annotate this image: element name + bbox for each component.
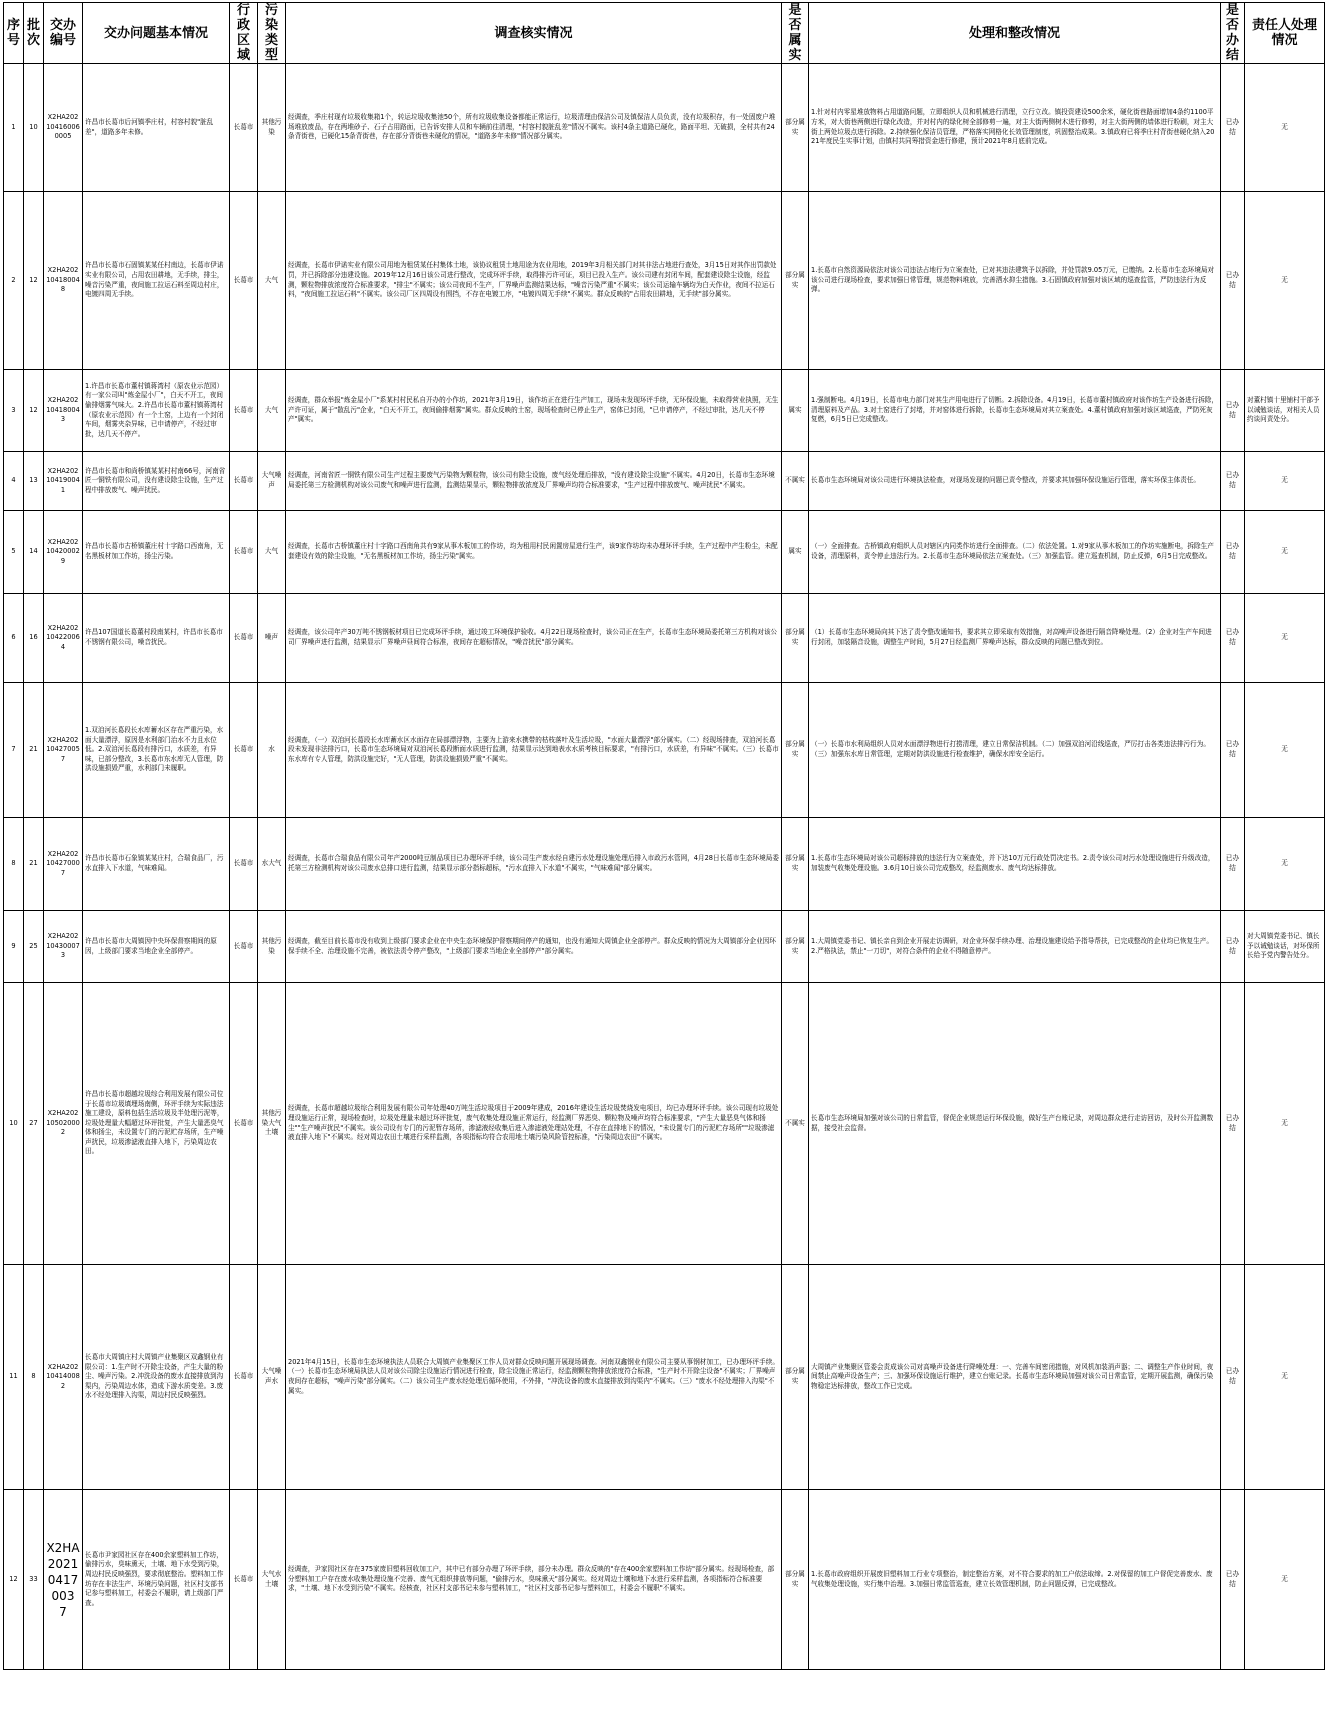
cell-problem: 许昌107国道长葛董村段南某村，许昌市长葛市不锈钢有限公司，噪音扰民。: [83, 594, 230, 683]
cell-problem: 许昌市长葛市和尚桥镇某某村村南66号，河南省匠一铜铁有限公司，没有建设除尘设施，生产过程中排放废气、噪声扰民。: [83, 452, 230, 511]
cell-done: 已办结: [1221, 1490, 1245, 1670]
cell-code: X2HA20210418004 8: [44, 192, 83, 370]
cell-investigation: 经调查，该公司年产30万吨不锈钢板材项目已完成环评手续，通过竣工环境保护验收。4月22日现场检查时，该公司正在生产，长葛市生态环境局委托第三方机构对该公司厂界噪声进行监测，结果显示厂界噪声昼间符合标准，夜间存在超标情况，"噪音扰民"部分属实。: [286, 594, 782, 683]
cell-code: X2HA20210418004 3: [44, 370, 83, 452]
cell-done: 已办结: [1221, 192, 1245, 370]
table-row: [4, 452, 1325, 511]
cell-done: 已办结: [1221, 511, 1245, 594]
header-row: [4, 3, 1325, 64]
table-row: [4, 594, 1325, 683]
cell-code: X2HA20210414008 2: [44, 1265, 83, 1490]
cell-accountability: 无: [1245, 1265, 1325, 1490]
table-row: [4, 683, 1325, 818]
cell-problem: 许昌市长葛市石象镇某某庄村，合瑞食品厂，污水直排入下水道，气味难闻。: [83, 818, 230, 911]
header-batch: 批次: [24, 3, 44, 64]
cell-code: X2HA20210422006 4: [44, 594, 83, 683]
cell-investigation: 2021年4月15日，长葛市生态环境执法人员联合大周镇产业集聚区工作人员对群众反映问题开展现场调查。河南双鑫钢业有限公司主要从事钢材加工，已办理环评手续。（一）长葛市生态环境局执法人员对该公司除尘设施运行情况进行检查，除尘设施正常运行，经监测颗粒物排放浓度符合标准，"生产时不开除尘设备"不属实；厂界噪声夜间存在超标，"噪声污染"部分属实。（二）该公司生产废水经处理后循环使用，不外排，"冲洗设备的废水直接排放到沟渠内"不属实。（三）"废水不经处理排入沟渠"不属实。: [286, 1265, 782, 1490]
cell-region: 长葛市: [230, 64, 258, 192]
cell-pollution: 大气噪声: [258, 452, 286, 511]
cell-seq: 9: [4, 911, 24, 983]
cell-accountability: 无: [1245, 452, 1325, 511]
cell-batch: 12: [24, 370, 44, 452]
cell-code: X2HA20210416006 0005: [44, 64, 83, 192]
cell-verified: 部分属实: [782, 1490, 809, 1670]
cell-batch: 27: [24, 983, 44, 1265]
cell-seq: 5: [4, 511, 24, 594]
cell-batch: 10: [24, 64, 44, 192]
cell-region: 长葛市: [230, 683, 258, 818]
cell-accountability: 无: [1245, 64, 1325, 192]
header-problem: 交办问题基本情况: [83, 3, 230, 64]
cell-handling: 1.针对村内零星堆放物料占用道路问题，立即组织人员和机械进行清理，立行立改。镇投资建设500余米，硬化街巷路面增加4条约1100平方米，对大街巷两侧进行绿化改造，并对村内的绿化树全部修剪一遍，对主大街两侧树木进行修剪，对主大街两侧的墙体进行粉刷，对主大街上两处垃圾点进行拆除。2.持续强化保洁员管理，严格落实网格化长效管理制度，巩固整治成果。3.镇政府已将季庄村背街巷硬化纳入2021年度民生实事计划，由镇村共同筹措资金进行修建，预计2021年8月底前完成。: [809, 64, 1221, 192]
cell-done: 已办结: [1221, 983, 1245, 1265]
header-handling: 处理和整改情况: [809, 3, 1221, 64]
cell-investigation: 经调查，季庄村现有垃圾收集箱1个，转运垃圾收集池50个，所有垃圾收集设备都能正常运行，垃圾清理由保洁公司及镇保洁人员负责，没有垃圾积存，有一处固废户堆场堆放废品，存在两堆砂子、石子占用路面，已告诉安排人员和车辆前往清理，"村容村貌脏乱差"情况不属实。该村4条主道路已硬化，路面平坦、无破损，全村共有24条背街巷，已硬化15条背街巷，存在部分背街巷未硬化的情况，"道路多年未修"情况部分属实。: [286, 64, 782, 192]
cell-batch: 21: [24, 818, 44, 911]
cell-region: 长葛市: [230, 452, 258, 511]
header-pollution: 污染类型: [258, 3, 286, 64]
cell-pollution: 大气: [258, 511, 286, 594]
cell-handling: （1）长葛市生态环境局向其下达了责令整改通知书，要求其立即采取有效措施，对高噪声设备进行隔音降噪处理。（2）企业对生产车间进行封闭，加装隔音设施，调整生产时间，5月27日经监测厂界噪声达标，群众反映的问题已整改到位。: [809, 594, 1221, 683]
cell-handling: 大周镇产业集聚区管委会责成该公司对高噪声设备进行降噪处理：一、完善车间密闭措施，对风机加装消声器；二、调整生产作业时间，夜间禁止高噪声设备生产；三、加强环保设施运行维护，建立台账记录。长葛市生态环境局加强对该公司日常监管，定期开展监测，确保污染物稳定达标排放，整改工作已完成。: [809, 1265, 1221, 1490]
cell-pollution: 噪声: [258, 594, 286, 683]
cell-handling: 长葛市生态环境局加强对该公司的日常监管，督促企业规范运行环保设施，做好生产台账记录，对周边群众进行走访回访，及时公开监测数据，接受社会监督。: [809, 983, 1221, 1265]
header-verified: 是否属实: [782, 3, 809, 64]
cell-handling: 1.强制断电。4月19日，长葛市电力部门对其生产用电进行了切断。2.拆除设备。4月19日，长葛市董村镇政府对该作坊生产设备进行拆除，清理原料及产品。3.对土窑进行了封堵，并对窑体进行拆除，长葛市生态环境局对其立案查处。4.董村镇政府加强对该区域巡查，严防死灰复燃，6月5日已完成整改。: [809, 370, 1221, 452]
cell-code: X2HA20210502000 2: [44, 983, 83, 1265]
cell-code: X2HA20210427005 7: [44, 683, 83, 818]
cell-pollution: 水: [258, 683, 286, 818]
cell-verified: 不属实: [782, 452, 809, 511]
cell-accountability: 无: [1245, 594, 1325, 683]
cell-done: 已办结: [1221, 911, 1245, 983]
cell-handling: （一）长葛市水利局组织人员对水面漂浮物进行打捞清理，建立日常保洁机制。（二）加强双洎河沿线巡查，严厉打击各类违法排污行为。（三）加强东水库日常管理，定期对防洪设施进行检查维护，确保水库安全运行。: [809, 683, 1221, 818]
cell-problem: 长葛市尹家园社区存在400余家塑料加工作坊，偷排污水，臭味熏天，土壤、地下水受到污染，周边村民反映强烈，要求彻底整治。塑料加工作坊存在非法生产、环境污染问题，社区村支部书记参与塑料加工，村委会不履职，请上级部门严查。: [83, 1490, 230, 1670]
cell-verified: 属实: [782, 511, 809, 594]
cell-handling: 长葛市生态环境局对该公司进行环境执法检查，对现场发现的问题已责令整改，并要求其加强环保设施运行管理，落实环保主体责任。: [809, 452, 1221, 511]
cell-verified: 部分属实: [782, 1265, 809, 1490]
cell-code: X2HA20210430007 3: [44, 911, 83, 983]
cell-accountability: 无: [1245, 511, 1325, 594]
cell-investigation: 经调查，长葛市伊诺实业有限公司用地为租赁某任村集体土地，该协议租赁土地用途为农业用地，2019年3月相关部门对其非法占地进行查处，3月15日对其作出罚款处罚，并已拆除部分违建设施。2019年12月16日该公司进行整改，完成环评手续，取得排污许可证，项目已投入生产。该公司建有封闭车间，配套建设除尘设施，经监测，颗粒物排放浓度符合标准要求，"排尘"不属实；该公司夜间不生产，厂界噪声监测结果达标，"噪音污染严重"不属实；该公司运输车辆均为白天作业，夜间不拉运石料，"夜间施工拉运石料"不属实。该公司厂区四周设有围挡，不存在电镀工序，"电镀四周无手续"不属实。群众反映的"占用农田耕地，无手续"部分属实。: [286, 192, 782, 370]
cell-accountability: 无: [1245, 1490, 1325, 1670]
cell-problem: 许昌市长葛市后河镇季庄村，村容村貌"脏乱差"，道路多年未修。: [83, 64, 230, 192]
table-row: [4, 818, 1325, 911]
cell-problem: 长葛市大周镇庄村大周镇产业集聚区双鑫钢业有限公司：1.生产时不开除尘设备，产生大量的粉尘、噪声污染。2.冲洗设备的废水直接排放到沟渠内，污染周边水体，造成下游水质变差。3.废水不经处理排入沟渠，周边村民反映强烈。: [83, 1265, 230, 1490]
cell-accountability: 对董村镇十里铺村干部予以诫勉谈话，对相关人员约谈问责处分。: [1245, 370, 1325, 452]
cell-batch: 33: [24, 1490, 44, 1670]
cell-seq: 8: [4, 818, 24, 911]
table-row: [4, 192, 1325, 370]
header-investigation: 调查核实情况: [286, 3, 782, 64]
cell-seq: 6: [4, 594, 24, 683]
cell-seq: 11: [4, 1265, 24, 1490]
cell-problem: 许昌市长葛市古桥镇董庄村十字路口西南角，无名黑板材加工作坊，扬尘污染。: [83, 511, 230, 594]
cell-done: 已办结: [1221, 683, 1245, 818]
cell-batch: 21: [24, 683, 44, 818]
cell-batch: 13: [24, 452, 44, 511]
cell-verified: 部分属实: [782, 683, 809, 818]
cell-region: 长葛市: [230, 1490, 258, 1670]
cell-investigation: 经调查，长葛市古桥镇董庄村十字路口西南角共有9家从事木板加工的作坊，均为租用村民闲置房屋进行生产，该9家作坊均未办理环评手续，生产过程中产生粉尘，未配套建设有效的除尘设施，"无名黑板材加工作坊，扬尘污染"属实。: [286, 511, 782, 594]
cell-verified: 部分属实: [782, 594, 809, 683]
cell-problem: 许昌市长葛市超越垃圾综合利用发展有限公司位于长葛市垃圾填埋场南侧，环评手续为实际违法施工建设，原料包括生活垃圾及半处理污泥等，垃圾处理量大幅超过环评批复，产生大量恶臭气体和扬尘，未设置专门的污泥贮存场所，生产噪声扰民，垃圾渗滤液直排入地下，污染周边农田。: [83, 983, 230, 1265]
table-row: [4, 1265, 1325, 1490]
cell-seq: 7: [4, 683, 24, 818]
cell-pollution: 大气水土壤: [258, 1490, 286, 1670]
cell-pollution: 其他污染: [258, 64, 286, 192]
cell-verified: 部分属实: [782, 818, 809, 911]
header-code: 交办编号: [44, 3, 83, 64]
cell-done: 已办结: [1221, 370, 1245, 452]
cell-batch: 25: [24, 911, 44, 983]
table-row: [4, 370, 1325, 452]
cell-pollution: 大气: [258, 192, 286, 370]
cell-batch: 16: [24, 594, 44, 683]
cell-verified: 部分属实: [782, 911, 809, 983]
cell-verified: 部分属实: [782, 192, 809, 370]
cell-verified: 部分属实: [782, 64, 809, 192]
cell-region: 长葛市: [230, 511, 258, 594]
cell-investigation: 经调查，尹家园社区存在375家废旧塑料回收加工户，其中已有部分办理了环评手续，部分未办理。群众反映的"存在400余家塑料加工作坊"部分属实。经现场检查，部分塑料加工户存在废水收集处理设施不完善、废气无组织排放等问题，"偷排污水，臭味熏天"部分属实。经对周边土壤和地下水进行采样监测，各项指标符合标准要求，"土壤、地下水受到污染"不属实。经核查，社区村支部书记未参与塑料加工，"社区村支部书记参与塑料加工，村委会不履职"不属实。: [286, 1490, 782, 1670]
cell-batch: 8: [24, 1265, 44, 1490]
cell-investigation: 经调查，长葛市合瑞食品有限公司年产2000吨豆制品项目已办理环评手续，该公司生产废水经自建污水处理设施处理后排入市政污水管网，4月28日长葛市生态环境局委托第三方检测机构对该公司废水总排口进行监测，结果显示部分指标超标，"污水直排入下水道"不属实，"气味难闻"部分属实。: [286, 818, 782, 911]
cell-problem: 1.双洎河长葛段长水库蓄水区存在严重污染，水面大量漂浮，原因是水利部门治水不力且水位低。2.双洎河长葛段有排污口，水质差，有异味，已部分整改，3.长葛市东水库无人管理，防洪设施损毁严重，水利部门未履职。: [83, 683, 230, 818]
cell-investigation: 经调查，长葛市超越垃圾综合利用发展有限公司年处理40万吨生活垃圾项目于2009年建成，2016年建设生活垃圾焚烧发电项目，均已办理环评手续。该公司现有垃圾处理设施运行正常，现场检查时，垃圾处理量未超过环评批复，废气收集处理设施正常运行，经监测厂界恶臭、颗粒物及噪声均符合标准要求，"产生大量恶臭气体和扬尘""生产噪声扰民"不属实。该公司设有专门的污泥暂存场所，渗滤液经收集后进入渗滤液处理站处理，不存在直排地下的情况，"未设置专门的污泥贮存场所""垃圾渗滤液直排入地下"不属实。经对周边农田土壤进行采样监测，各项指标均符合农用地土壤污染风险管控标准，"污染周边农田"不属实。: [286, 983, 782, 1265]
cell-region: 长葛市: [230, 1265, 258, 1490]
cell-batch: 12: [24, 192, 44, 370]
cell-handling: 1.长葛市自然资源局依法对该公司违法占地行为立案查处，已对其违法建筑予以拆除，并处罚款9.05万元，已缴纳。2.长葛市生态环境局对该公司进行现场检查，要求加强日常管理，规范物料堆放，完善洒水抑尘措施。3.石固镇政府加强对该区域的巡查监管，严防违法行为反弹。: [809, 192, 1221, 370]
cell-seq: 1: [4, 64, 24, 192]
cell-investigation: 经调查，群众举报"炼金屋小厂"系某村村民私自开办的小作坊，2021年3月19日，该作坊正在进行生产加工，现场未发现环评手续，无环保设施，未取得营业执照，无生产许可证，属于"散乱污"企业，"白天不开工，夜间偷排烟雾"属实。群众反映的土窑，现场检查时已停止生产，窑体已封闭，"已申请停产，不经过审批，达几天不停产"属实。: [286, 370, 782, 452]
cell-investigation: 经调查，截至目前长葛市没有收到上级部门要求企业在中央生态环境保护督察期间停产的通知，也没有通知大周镇企业全部停产。群众反映的情况为大周镇部分企业因环保手续不全、治理设施不完善，被依法责令停产整改，"上级部门要求当地企业全部停产"部分属实。: [286, 911, 782, 983]
cell-done: 已办结: [1221, 594, 1245, 683]
cell-verified: 不属实: [782, 983, 809, 1265]
cell-done: 已办结: [1221, 64, 1245, 192]
header-region: 行政区域: [230, 3, 258, 64]
cell-region: 长葛市: [230, 594, 258, 683]
cell-seq: 10: [4, 983, 24, 1265]
cell-code: X2HA20210420002 9: [44, 511, 83, 594]
cell-pollution: 水大气: [258, 818, 286, 911]
cell-accountability: 无: [1245, 983, 1325, 1265]
cell-handling: （一）全面排查。古桥镇政府组织人员对辖区内同类作坊进行全面排查。（二）依法处置。1.对9家从事木板加工的作坊实施断电，拆除生产设备，清理原料，责令停止违法行为。2.长葛市生态环境局依法立案查处。（三）加强监管。建立巡查机制，防止反弹，6月5日完成整改。: [809, 511, 1221, 594]
cell-seq: 2: [4, 192, 24, 370]
cell-done: 已办结: [1221, 1265, 1245, 1490]
table-row: [4, 511, 1325, 594]
cell-handling: 1.长葛市生态环境局对该公司超标排放的违法行为立案查处，并下达10万元行政处罚决定书。2.责令该公司对污水处理设施进行升级改造，加装废气收集处理设施。3.6月10日该公司完成整改，经监测废水、废气均达标排放。: [809, 818, 1221, 911]
table-row: [4, 911, 1325, 983]
cell-accountability: 对大周镇党委书记、镇长予以诫勉谈话，对环保所长给予党内警告处分。: [1245, 911, 1325, 983]
cell-done: 已办结: [1221, 452, 1245, 511]
cell-handling: 1.大周镇党委书记、镇长亲自到企业开展走访调研，对企业环保手续办理、治理设施建设给予指导帮扶，已完成整改的企业均已恢复生产。2.严格执法，禁止"一刀切"，对符合条件的企业不得随意停产。: [809, 911, 1221, 983]
cell-problem: 许昌市长葛市石固镇某某任村南边，长葛市伊诺实业有限公司，占用农田耕地，无手续，排尘，噪音污染严重，夜间施工拉运石料至周边村庄，电镀四周无手续。: [83, 192, 230, 370]
header-accountability: 责任人处理情况: [1245, 3, 1325, 64]
cell-problem: 许昌市长葛市大周镇因中央环保督察期间的原因，上级部门要求当地企业全部停产。: [83, 911, 230, 983]
cell-investigation: 经调查，河南省匠一铜铁有限公司生产过程主要废气污染物为颗粒物，该公司有除尘设施，废气经处理后排放，"没有建设除尘设施"不属实。4月20日，长葛市生态环境局委托第三方检测机构对该公司废气和噪声进行监测，监测结果显示，颗粒物排放浓度及厂界噪声均符合标准要求，"生产过程中排放废气、噪声扰民"不属实。: [286, 452, 782, 511]
cell-pollution: 大气: [258, 370, 286, 452]
cell-pollution: 大气噪声水: [258, 1265, 286, 1490]
table-row: [4, 983, 1325, 1265]
cell-pollution: 其他污染: [258, 911, 286, 983]
header-seq: 序号: [4, 3, 24, 64]
cell-region: 长葛市: [230, 983, 258, 1265]
cell-seq: 12: [4, 1490, 24, 1670]
cell-code: X2HA20210419004 1: [44, 452, 83, 511]
cell-region: 长葛市: [230, 911, 258, 983]
table-row: [4, 64, 1325, 192]
cell-done: 已办结: [1221, 818, 1245, 911]
cell-accountability: 无: [1245, 818, 1325, 911]
cell-accountability: 无: [1245, 683, 1325, 818]
cell-region: 长葛市: [230, 192, 258, 370]
cell-handling: 1.长葛市政府组织开展废旧塑料加工行业专项整治，制定整治方案，对不符合要求的加工户依法取缔。2.对保留的加工户督促完善废水、废气收集处理设施，实行集中治理。3.加强日常监管巡查，建立长效管理机制，防止问题反弹，已完成整改。: [809, 1490, 1221, 1670]
cell-seq: 4: [4, 452, 24, 511]
cell-pollution: 其他污染大气土壤: [258, 983, 286, 1265]
cell-code: X2HA20210427000 7: [44, 818, 83, 911]
table-row: [4, 1490, 1325, 1670]
cell-investigation: 经调查，（一）双洎河长葛段长水库蓄水区水面存在局部漂浮物，主要为上游来水携带的枯枝落叶及生活垃圾，"水面大量漂浮"部分属实。（二）经现场排查，双洎河长葛段未发现非法排污口，长葛市生态环境局对双洎河长葛段断面水质进行监测，结果显示达到地表水水质考核目标要求，"有排污口，水质差，有异味"不属实。（三）长葛市东水库有专人管理，防洪设施完好，"无人管理，防洪设施损毁严重"不属实。: [286, 683, 782, 818]
cell-seq: 3: [4, 370, 24, 452]
cell-region: 长葛市: [230, 370, 258, 452]
cell-code: X2HA20210417003 7: [44, 1490, 83, 1670]
cell-accountability: 无: [1245, 192, 1325, 370]
cell-verified: 属实: [782, 370, 809, 452]
cell-problem: 1.许昌市长葛市董村镇蒋湾村（原农业示范园）有一家公司叫"炼金屋小厂"，白天不开工，夜间偷排烟雾气味大。2.许昌市长葛市董村镇蒋湾村（原农业示范园）有一个土窑，上边有一个封闭车间，烟雾夹杂异味，已申请停产，不经过审批，达几天不停产。: [83, 370, 230, 452]
cell-batch: 14: [24, 511, 44, 594]
header-done: 是否办结: [1221, 3, 1245, 64]
cell-region: 长葛市: [230, 818, 258, 911]
report-table: [3, 2, 1325, 1670]
